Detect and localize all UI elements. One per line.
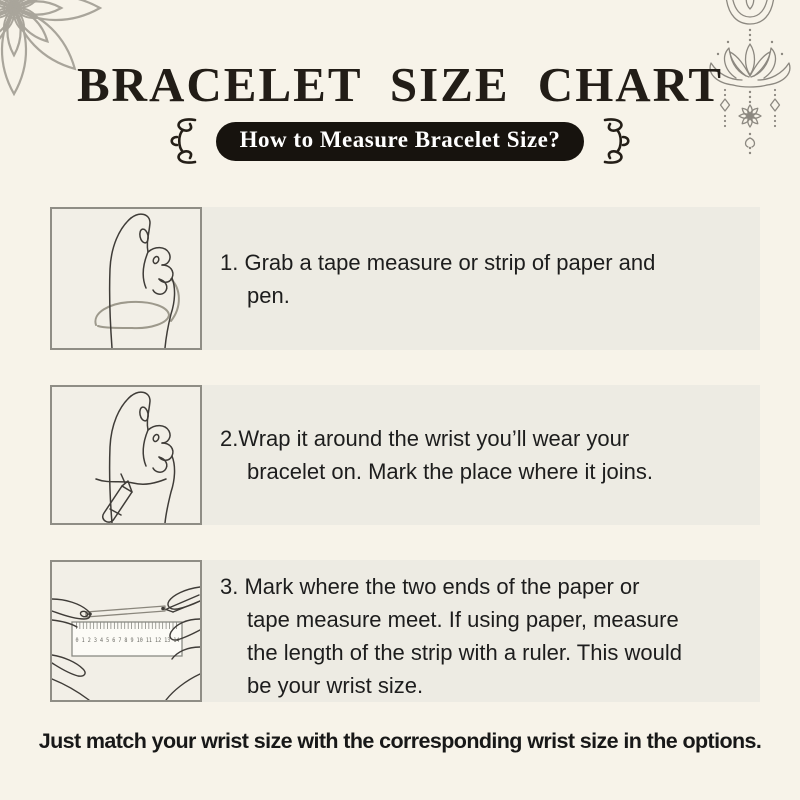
step-2-line-1: 2.Wrap it around the wrist you’ll wear your xyxy=(220,426,630,451)
step-2-line-2: bracelet on. Mark the place where it joins. xyxy=(247,459,653,484)
step-3-line-4: be your wrist size. xyxy=(247,672,424,698)
curly-flourish-left-icon xyxy=(167,116,201,166)
step-3-illustration xyxy=(50,560,202,702)
step-1-illustration xyxy=(50,207,202,350)
footer-note: Just match your wrist size with the corresponding wrist size in the options. xyxy=(38,729,762,753)
subtitle-badge: How to Measure Bracelet Size? xyxy=(216,122,585,161)
step-1-text xyxy=(220,207,754,350)
step-1-row xyxy=(50,207,760,350)
subtitle-row xyxy=(0,116,800,166)
step-3-line-1: 3. Mark where the two ends of the paper or xyxy=(220,573,640,599)
step-2-illustration xyxy=(50,385,202,525)
page-title: BRACELET SIZE CHART xyxy=(76,57,724,112)
step-1-line-2: pen. xyxy=(247,282,290,308)
step-3-line-2: tape measure meet. If using paper, measure xyxy=(247,606,679,632)
hands-ruler-measuring-drawing xyxy=(52,562,200,700)
step-2-text xyxy=(220,385,754,525)
curly-flourish-right-icon xyxy=(599,116,633,166)
ruler-numbers: 0 1 2 3 4 5 6 7 8 9 10 11 12 13 14 xyxy=(75,637,180,644)
hand-with-loop-drawing xyxy=(52,209,200,348)
step-1-line-1: 1. Grab a tape measure or strip of paper and xyxy=(220,249,656,275)
step-2-row xyxy=(50,385,760,525)
hand-with-pen-marking-drawing xyxy=(52,387,200,523)
step-3-text xyxy=(220,560,754,702)
step-3-row xyxy=(50,560,760,702)
step-3-line-3: the length of the strip with a ruler. This would xyxy=(247,639,682,665)
